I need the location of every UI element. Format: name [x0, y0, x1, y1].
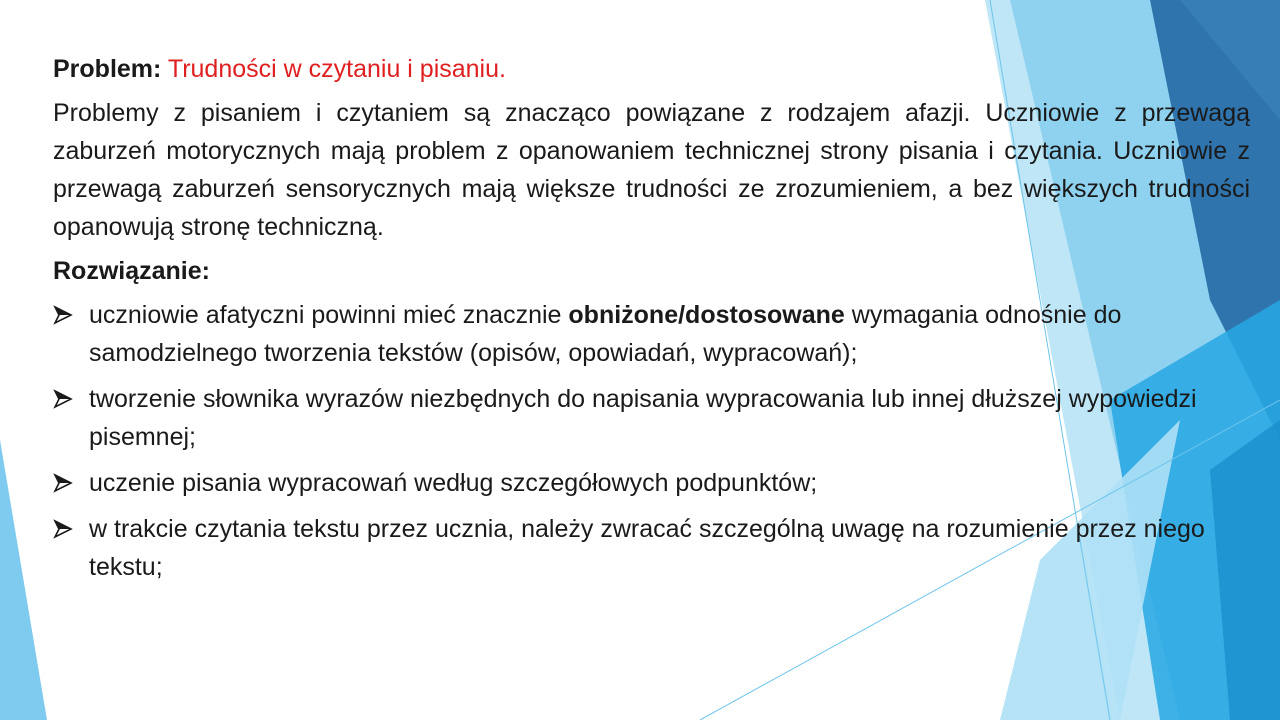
list-item — [53, 510, 1250, 586]
slide-content — [53, 50, 1250, 594]
arrow-bullet-icon — [53, 389, 73, 409]
arrow-bullet-icon — [53, 519, 73, 539]
problem-label: Problem: — [53, 55, 162, 83]
arrow-bullet-icon — [53, 473, 73, 493]
left-facet — [0, 440, 47, 720]
list-item-text: tworzenie słownika wyrazów niezbędnych do napisania wypracowania lub innej dłuższej wypowiedzi pisemnej; — [89, 385, 1197, 451]
solution-label: Rozwiązanie: — [53, 257, 210, 285]
solution-list — [53, 296, 1250, 586]
list-item-text: w trakcie czytania tekstu przez ucznia, należy zwracać szczególną uwagę na rozumienie przez niego tekstu; — [89, 515, 1205, 581]
list-item-text-bold: obniżone/dostosowane — [568, 301, 845, 329]
description-paragraph: Problemy z pisaniem i czytaniem są znacząco powiązane z rodzajem afazji. Uczniowie z przewagą zaburzeń motorycznych mają problem z opanowaniem technicznej strony pisania i czytania. Uczniowie z przewagą zaburzeń sensorycznych mają większe trudności ze zrozumieniem, a bez większych trudności opanowują stronę techniczną. — [53, 99, 1250, 241]
list-item-text: uczenie pisania wypracowań według szczegółowych podpunktów; — [89, 469, 818, 497]
problem-text: Trudności w czytaniu i pisaniu. — [161, 55, 506, 83]
list-item — [53, 464, 1250, 502]
list-item-text-pre: uczniowie afatyczni powinni mieć znacznie — [89, 301, 569, 329]
problem-line — [53, 50, 1250, 88]
arrow-bullet-icon — [53, 305, 73, 325]
list-item — [53, 380, 1250, 456]
list-item-text-post: wymagania odnośnie do samodzielnego tworzenia tekstów (opisów, opowiadań, wypracowań); — [89, 301, 1122, 367]
list-item — [53, 296, 1250, 372]
